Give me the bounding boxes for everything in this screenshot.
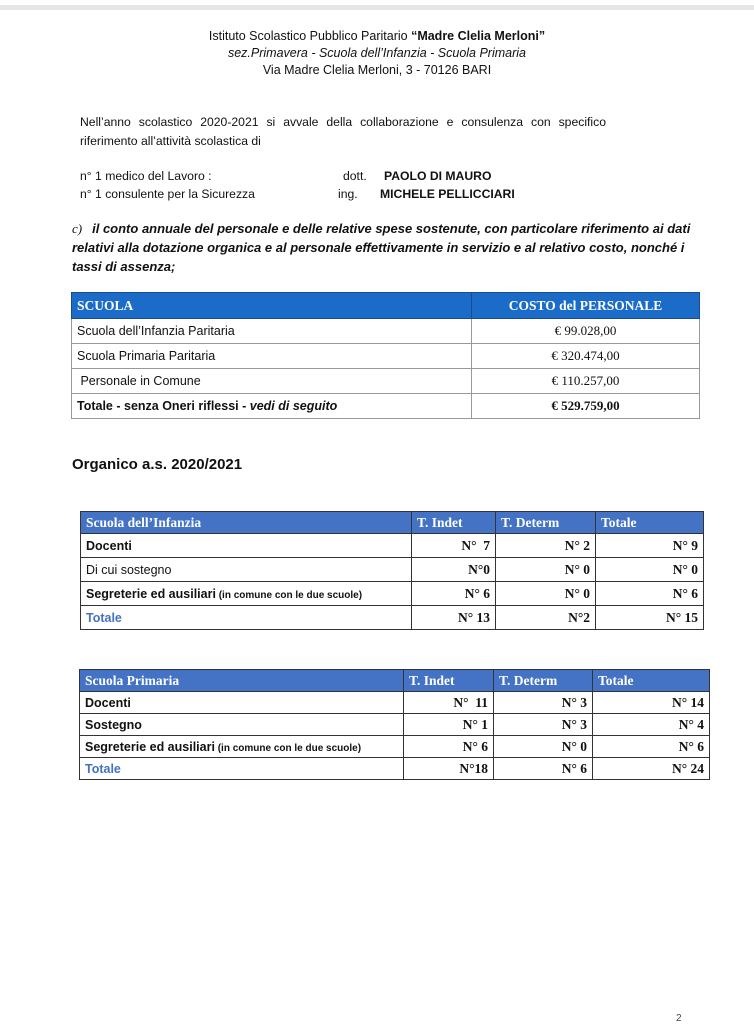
consultant-name: PAOLO DI MAURO <box>384 169 492 183</box>
indet-value: N°18 <box>404 758 494 780</box>
row-note: (in comune con le due scuole) <box>214 742 362 754</box>
consultant-row <box>80 167 640 185</box>
cost-value: € 320.474,00 <box>472 344 700 369</box>
cost-value: € 110.257,00 <box>472 369 700 394</box>
table-row <box>80 714 710 736</box>
column-header: T. Determ <box>496 512 596 534</box>
totale-value: N° 6 <box>596 582 704 606</box>
determ-value: N° 0 <box>496 558 596 582</box>
primaria-staff-table <box>79 669 710 780</box>
consultant-row <box>80 185 640 203</box>
indet-value: N° 6 <box>412 582 496 606</box>
consultant-title: ing. <box>338 187 358 201</box>
consultant-role: n° 1 medico del Lavoro : <box>80 169 212 183</box>
organico-title: Organico a.s. 2020/2021 <box>72 456 243 473</box>
column-header: COSTO del PERSONALE <box>472 293 700 319</box>
determ-value: N° 0 <box>496 582 596 606</box>
row-note: (in comune con le due scuole) <box>215 589 363 601</box>
row-label: Docenti <box>80 692 404 714</box>
page-number: 2 <box>676 1013 682 1024</box>
cost-value: € 99.028,00 <box>472 319 700 344</box>
total-row <box>80 758 710 780</box>
consultant-title: dott. <box>343 169 367 183</box>
table-row <box>80 736 710 758</box>
institute-name: Istituto Scolastico Pubblico Paritario “Madre Clelia Merloni” <box>208 29 546 43</box>
column-header: T. Indet <box>404 670 494 692</box>
total-value: € 529.759,00 <box>472 394 700 419</box>
top-bar <box>0 5 754 10</box>
row-label: Docenti <box>81 534 412 558</box>
totale-value: N° 14 <box>593 692 710 714</box>
institute-title: “Madre Clelia Merloni” <box>411 29 546 43</box>
table-row <box>72 344 700 369</box>
column-header: SCUOLA <box>72 293 472 319</box>
totale-value: N° 24 <box>593 758 710 780</box>
determ-value: N° 2 <box>496 534 596 558</box>
table-header-row <box>81 512 704 534</box>
row-label: Di cui sostegno <box>81 558 412 582</box>
totale-value: N° 15 <box>596 606 704 630</box>
consultant-role: n° 1 consulente per la Sicurezza <box>80 187 255 201</box>
school-label: Personale in Comune <box>72 369 472 394</box>
column-header: Totale <box>596 512 704 534</box>
totale-value: N° 0 <box>596 558 704 582</box>
indet-value: N° 7 <box>412 534 496 558</box>
indet-value: N° 6 <box>404 736 494 758</box>
column-header: Totale <box>593 670 710 692</box>
section-letter: c) <box>72 221 83 236</box>
table-row <box>72 319 700 344</box>
table-header-row <box>80 670 710 692</box>
column-header: T. Indet <box>412 512 496 534</box>
column-header: T. Determ <box>494 670 593 692</box>
total-label: Totale <box>80 758 404 780</box>
table-row <box>81 582 704 606</box>
school-label: Scuola Primaria Paritaria <box>72 344 472 369</box>
school-label: Scuola dell’Infanzia Paritaria <box>72 319 472 344</box>
table-header-row <box>72 293 700 319</box>
determ-value: N°2 <box>496 606 596 630</box>
indet-value: N° 1 <box>404 714 494 736</box>
institute-sections: sez.Primavera - Scuola dell’Infanzia - Scuola Primaria <box>227 46 527 60</box>
total-row <box>81 606 704 630</box>
totale-value: N° 9 <box>596 534 704 558</box>
table-row <box>81 534 704 558</box>
determ-value: N° 3 <box>494 692 593 714</box>
totale-value: N° 6 <box>593 736 710 758</box>
indet-value: N° 13 <box>412 606 496 630</box>
table-row <box>72 369 700 394</box>
consultant-name: MICHELE PELLICCIARI <box>380 187 515 201</box>
indet-value: N° 11 <box>404 692 494 714</box>
determ-value: N° 3 <box>494 714 593 736</box>
total-label: Totale <box>81 606 412 630</box>
institute-address: Via Madre Clelia Merloni, 3 - 70126 BARI <box>262 63 492 77</box>
totale-value: N° 4 <box>593 714 710 736</box>
table-row <box>81 558 704 582</box>
total-row <box>72 394 700 419</box>
total-label: Totale - senza Oneri riflessi - vedi di seguito <box>72 394 472 419</box>
row-label: Sostegno <box>80 714 404 736</box>
table-row <box>80 692 710 714</box>
row-label: Segreterie ed ausiliari (in comune con le due scuole) <box>81 582 412 606</box>
section-c-paragraph: c) il conto annuale del personale e delle relative spese sostenute, con particolare riferimento ai dati relativi alla dotazione organica e al personale effettivamente in servizio e al relativo costo, nonché i tassi di assenza; <box>72 221 691 274</box>
column-header: Scuola dell’Infanzia <box>81 512 412 534</box>
cost-table <box>71 292 700 419</box>
indet-value: N°0 <box>412 558 496 582</box>
document-header <box>0 28 754 79</box>
intro-paragraph: Nell’anno scolastico 2020-2021 si avvale della collaborazione e consulenza con specifico riferimento all’attività scolastica di <box>80 115 606 148</box>
consultants-list <box>80 167 640 203</box>
row-label: Segreterie ed ausiliari (in comune con le due scuole) <box>80 736 404 758</box>
infanzia-staff-table <box>80 511 704 630</box>
column-header: Scuola Primaria <box>80 670 404 692</box>
determ-value: N° 0 <box>494 736 593 758</box>
determ-value: N° 6 <box>494 758 593 780</box>
